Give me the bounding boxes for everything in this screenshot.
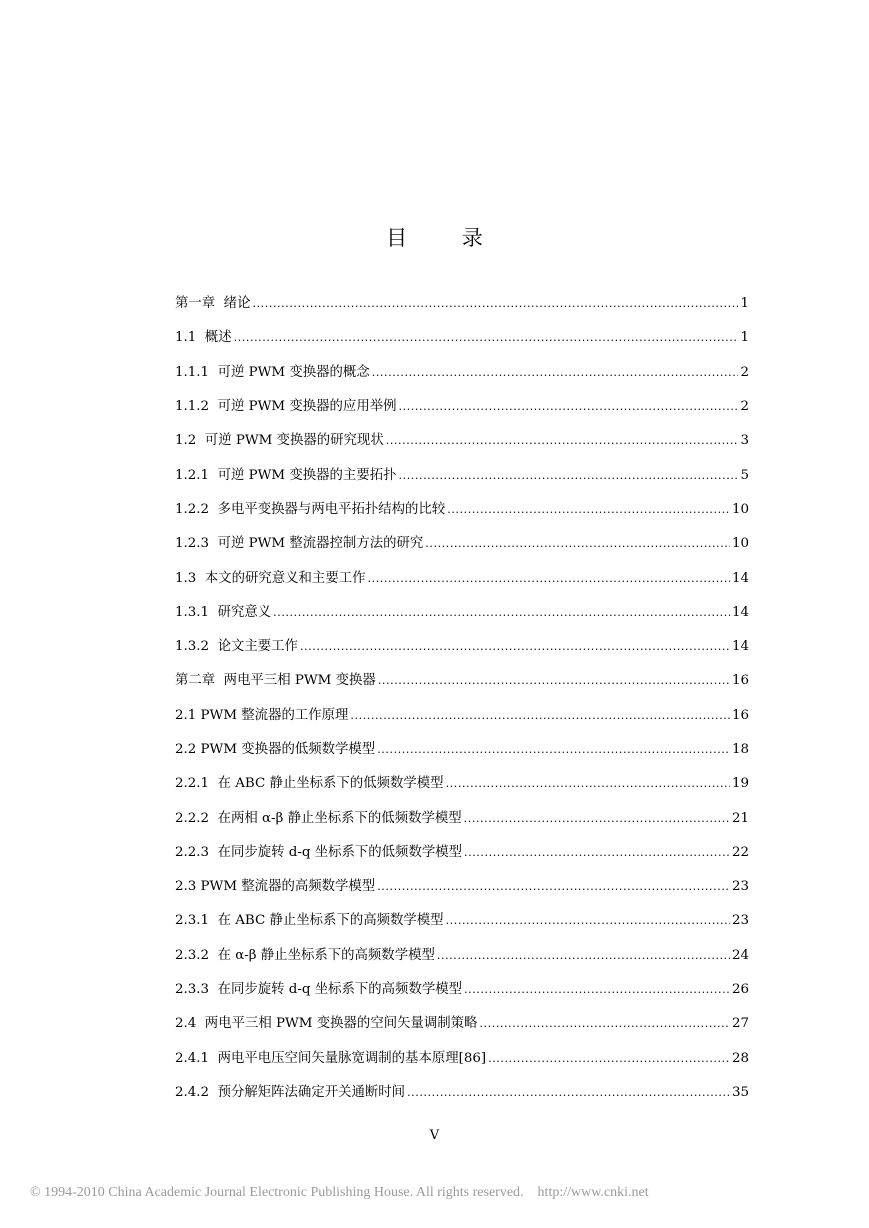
dot-leader — [464, 845, 730, 861]
toc-entry-label: 2.3.2 在 α-β 静止坐标系下的高频数学模型 — [175, 947, 435, 963]
toc-entry[interactable] — [175, 424, 749, 458]
toc-entry-label: 1.2 可逆 PWM 变换器的研究现状 — [175, 433, 384, 449]
toc-entry[interactable] — [175, 939, 749, 973]
table-of-contents — [175, 287, 749, 1110]
toc-entry-page: 10 — [731, 536, 749, 552]
copyright-footer: © 1994-2010 China Academic Journal Electronic Publishing House. All rights reserved. http://www.cnki.net — [30, 1185, 649, 1200]
toc-entry-page: 1 — [740, 296, 749, 312]
toc-entry[interactable] — [175, 973, 749, 1007]
toc-entry-page: 2 — [740, 399, 749, 415]
toc-entry-label: 1.3 本文的研究意义和主要工作 — [175, 570, 366, 586]
toc-entry-label: 2.3.3 在同步旋转 d-q 坐标系下的高频数学模型 — [175, 982, 463, 998]
toc-entry[interactable] — [175, 287, 749, 321]
toc-entry[interactable] — [175, 390, 749, 424]
page-title: 目 录 — [386, 226, 507, 250]
toc-entry[interactable] — [175, 904, 749, 938]
dot-leader — [479, 1016, 730, 1032]
toc-entry-page: 3 — [740, 433, 749, 449]
toc-entry[interactable] — [175, 561, 749, 595]
toc-entry[interactable] — [175, 356, 749, 390]
toc-entry-label: 2.2.1 在 ABC 静止坐标系下的低频数学模型 — [175, 776, 444, 792]
dot-leader — [437, 948, 730, 964]
toc-entry-page: 16 — [731, 707, 749, 723]
toc-entry-page: 23 — [731, 913, 749, 929]
dot-leader — [407, 1085, 730, 1101]
toc-entry-label: 2.4.2 预分解矩阵法确定开关通断时间 — [175, 1084, 406, 1100]
toc-entry-page: 24 — [731, 947, 749, 963]
toc-entry-page: 1 — [740, 330, 749, 346]
toc-entry-label: 1.2.1 可逆 PWM 变换器的主要拓扑 — [175, 467, 397, 483]
dot-leader — [446, 913, 730, 929]
dot-leader — [399, 399, 739, 415]
toc-entry-page: 23 — [731, 879, 749, 895]
dot-leader — [399, 468, 739, 484]
toc-entry-label: 1.1 概述 — [175, 330, 232, 346]
toc-entry-label: 1.2.2 多电平变换器与两电平拓扑结构的比较 — [175, 501, 446, 517]
toc-entry[interactable] — [175, 596, 749, 630]
toc-entry[interactable] — [175, 630, 749, 664]
toc-entry-page: 21 — [731, 810, 749, 826]
toc-entry-page: 35 — [731, 1084, 749, 1100]
toc-entry-page: 14 — [731, 604, 749, 620]
toc-entry-label: 第一章 绪论 — [175, 296, 251, 312]
toc-entry-label: 2.2 PWM 变换器的低频数学模型 — [175, 742, 376, 757]
toc-entry-page: 26 — [731, 982, 749, 998]
toc-entry-label: 1.1.1 可逆 PWM 变换器的概念 — [175, 364, 370, 380]
dot-leader — [377, 742, 730, 758]
toc-entry[interactable] — [175, 664, 749, 698]
dot-leader — [350, 708, 730, 724]
dot-leader — [377, 879, 730, 895]
dot-leader — [372, 365, 739, 381]
toc-entry-page: 5 — [740, 467, 749, 483]
toc-entry-label: 1.1.2 可逆 PWM 变换器的应用举例 — [175, 399, 397, 415]
toc-entry-label: 2.2.2 在两相 α-β 静止坐标系下的低频数学模型 — [175, 810, 462, 826]
toc-entry[interactable] — [175, 1007, 749, 1041]
toc-entry[interactable] — [175, 1076, 749, 1110]
dot-leader — [273, 605, 730, 621]
toc-entry-page: 14 — [731, 570, 749, 586]
dot-leader — [425, 536, 730, 552]
toc-entry-label: 2.1 PWM 整流器的工作原理 — [175, 707, 349, 723]
toc-entry-page: 14 — [731, 639, 749, 655]
toc-entry[interactable] — [175, 1042, 749, 1076]
toc-entry[interactable] — [175, 321, 749, 355]
toc-entry-label: 2.2.3 在同步旋转 d-q 坐标系下的低频数学模型 — [175, 844, 463, 860]
toc-entry-page: 16 — [731, 673, 749, 689]
dot-leader — [368, 571, 730, 587]
toc-entry[interactable] — [175, 493, 749, 527]
dot-leader — [252, 296, 738, 312]
toc-entry-page: 19 — [731, 776, 749, 792]
toc-entry-page: 22 — [731, 844, 749, 860]
dot-leader — [488, 1051, 730, 1067]
toc-entry-label: 2.3 PWM 整流器的高频数学模型 — [175, 879, 376, 895]
toc-entry-page: 27 — [731, 1016, 749, 1032]
dot-leader — [234, 330, 739, 346]
toc-entry-page: 28 — [731, 1050, 749, 1066]
toc-entry[interactable] — [175, 801, 749, 835]
toc-entry[interactable] — [175, 733, 749, 767]
toc-entry[interactable] — [175, 699, 749, 733]
dot-leader — [386, 433, 739, 449]
toc-entry-page: 2 — [740, 364, 749, 380]
toc-entry-label: 第二章 两电平三相 PWM 变换器 — [175, 673, 376, 689]
dot-leader — [464, 811, 730, 827]
dot-leader — [300, 639, 730, 655]
toc-entry[interactable] — [175, 870, 749, 904]
dot-leader — [464, 982, 730, 998]
dot-leader — [446, 776, 730, 792]
toc-entry-label: 1.2.3 可逆 PWM 整流器控制方法的研究 — [175, 536, 424, 552]
dot-leader — [378, 673, 730, 689]
page-number: V — [429, 1128, 440, 1143]
toc-entry-label: 2.3.1 在 ABC 静止坐标系下的高频数学模型 — [175, 913, 444, 929]
toc-entry-page: 10 — [731, 501, 749, 517]
toc-entry[interactable] — [175, 527, 749, 561]
toc-entry-label: 1.3.2 论文主要工作 — [175, 639, 298, 655]
toc-entry-label: 2.4 两电平三相 PWM 变换器的空间矢量调制策略 — [175, 1016, 478, 1032]
toc-entry[interactable] — [175, 836, 749, 870]
toc-entry-page: 18 — [731, 742, 749, 757]
toc-entry-label: 2.4.1 两电平电压空间矢量脉宽调制的基本原理[86] — [175, 1050, 487, 1066]
toc-entry-label: 1.3.1 研究意义 — [175, 604, 272, 620]
toc-entry[interactable] — [175, 458, 749, 492]
toc-entry[interactable] — [175, 767, 749, 801]
dot-leader — [447, 502, 730, 518]
